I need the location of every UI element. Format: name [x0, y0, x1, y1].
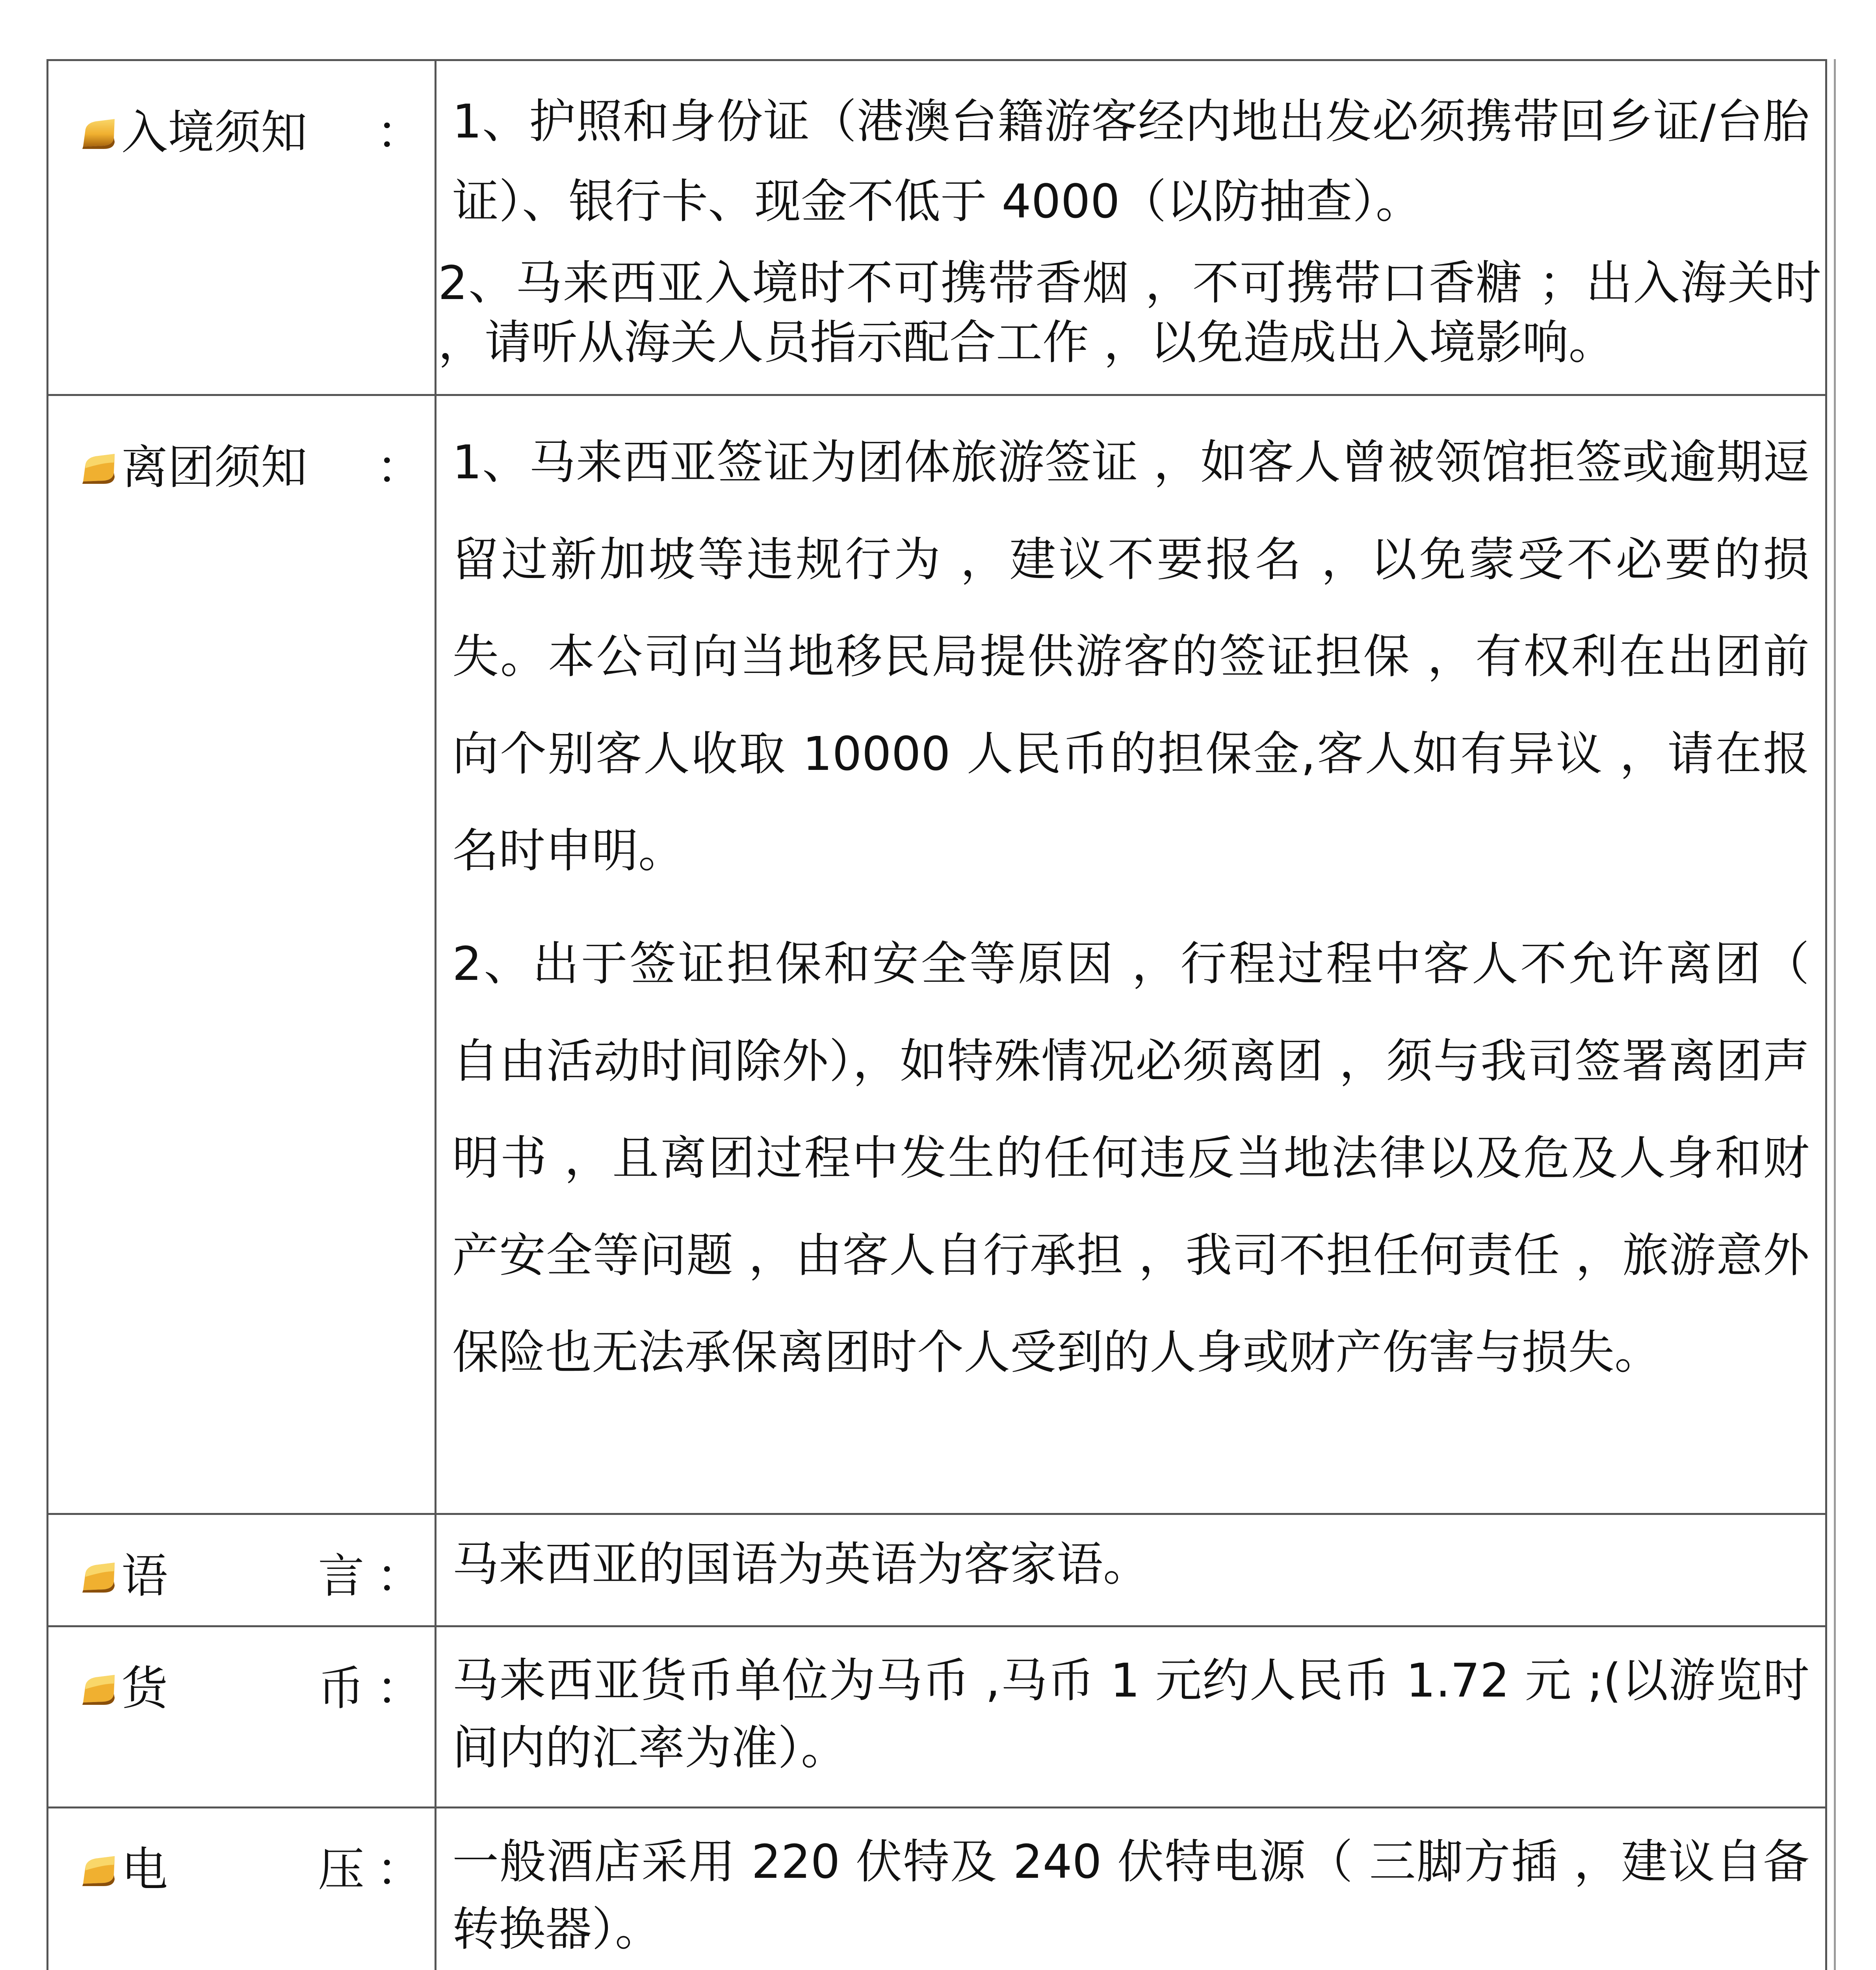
label-colon: ：: [376, 105, 423, 160]
voltage-text: 一般酒店采用 220 伏特及 240 伏特电源（ 三脚方插 ，建议自备转换器）。: [452, 1834, 1809, 1957]
table-row-voltage: [48, 1808, 1826, 1970]
row-label: [121, 1543, 368, 1610]
note-icon: [80, 1672, 117, 1705]
label-colon: ：: [376, 1549, 423, 1603]
row-label: [121, 1655, 368, 1722]
row-label-char: 压: [318, 1842, 364, 1897]
table-row-language: [48, 1514, 1826, 1626]
note-icon: [80, 116, 117, 149]
row-label: 入境须知: [121, 105, 308, 160]
row-label-cell: [48, 1808, 436, 1970]
table-row-currency: [48, 1626, 1826, 1808]
row-label-cell: [48, 1514, 436, 1626]
table-row-leave-group-notes: [48, 395, 1826, 1514]
table-row-entry-notes: [48, 60, 1826, 395]
row-label-cell: [48, 60, 436, 395]
row-label: 离团须知: [121, 440, 308, 494]
travel-notes-table: [46, 59, 1827, 1970]
entry-notes-paragraph-1: 1、护照和身份证（港澳台籍游客经内地出发必须携带回乡证/台胎证）、银行卡、现金不低于 4000（以防抽查）。: [452, 94, 1809, 229]
page-edge-line: [1834, 59, 1836, 1970]
row-content-cell: [436, 1626, 1826, 1808]
currency-text: 马来西亚货币单位为马币 ,马币 1 元约人民币 1.72 元 ;(以游览时间内的汇率为准）。: [452, 1653, 1809, 1775]
leave-group-paragraph-1: 1、马来西亚签证为团体旅游签证 ，如客人曾被领馆拒签或逾期逗留过新加坡等违规行为 ，建议不要报名 ，以免蒙受不必要的损失。本公司向当地移民局提供游客的签证担保 ，有权利在出团前向个别客人收取 10000 人民币的担保金,客人如有异议 ，请在报名时申明。: [452, 435, 1809, 878]
travel-notes-sheet: [46, 59, 1827, 1970]
label-colon: ：: [376, 440, 423, 494]
row-label-char: 言: [318, 1549, 364, 1603]
row-content-cell: [436, 1514, 1826, 1626]
row-label-char: 电: [121, 1842, 168, 1897]
label-colon: ：: [376, 1661, 423, 1715]
row-label-cell: [48, 395, 436, 1514]
language-text: 马来西亚的国语为英语为客家语。: [452, 1537, 1150, 1591]
entry-notes-paragraph-2: 2、马来西亚入境时不可携带香烟 ，不可携带口香糖 ；出入海关时 ，请听从海关人员指示配合工作 ，以免造成出入境影响。: [438, 255, 1821, 370]
leave-group-paragraph-2: 2、出于签证担保和安全等原因 ，行程过程中客人不允许离团（ 自由活动时间除外），如特殊情况必须离团 ，须与我司签署离团声明书 ，且离团过程中发生的任何违反当地法律以及危及人身和财产安全等问题 ，由客人自行承担 ，我司不担任何责任 ，旅游意外保险也无法承保离团时个人受到的人身或财产伤害与损失。: [452, 937, 1809, 1380]
note-icon: [80, 1853, 117, 1886]
row-label-char: 币: [318, 1661, 364, 1715]
row-label-char: 语: [121, 1549, 168, 1603]
row-label: [121, 1836, 368, 1903]
row-label-char: 货: [121, 1661, 168, 1715]
note-icon: [80, 451, 117, 484]
row-content-cell: [436, 395, 1826, 1514]
row-content-cell: [436, 1808, 1826, 1970]
label-colon: ：: [376, 1842, 423, 1897]
note-icon: [80, 1559, 117, 1593]
row-label-cell: [48, 1626, 436, 1808]
row-content-cell: [436, 60, 1826, 395]
